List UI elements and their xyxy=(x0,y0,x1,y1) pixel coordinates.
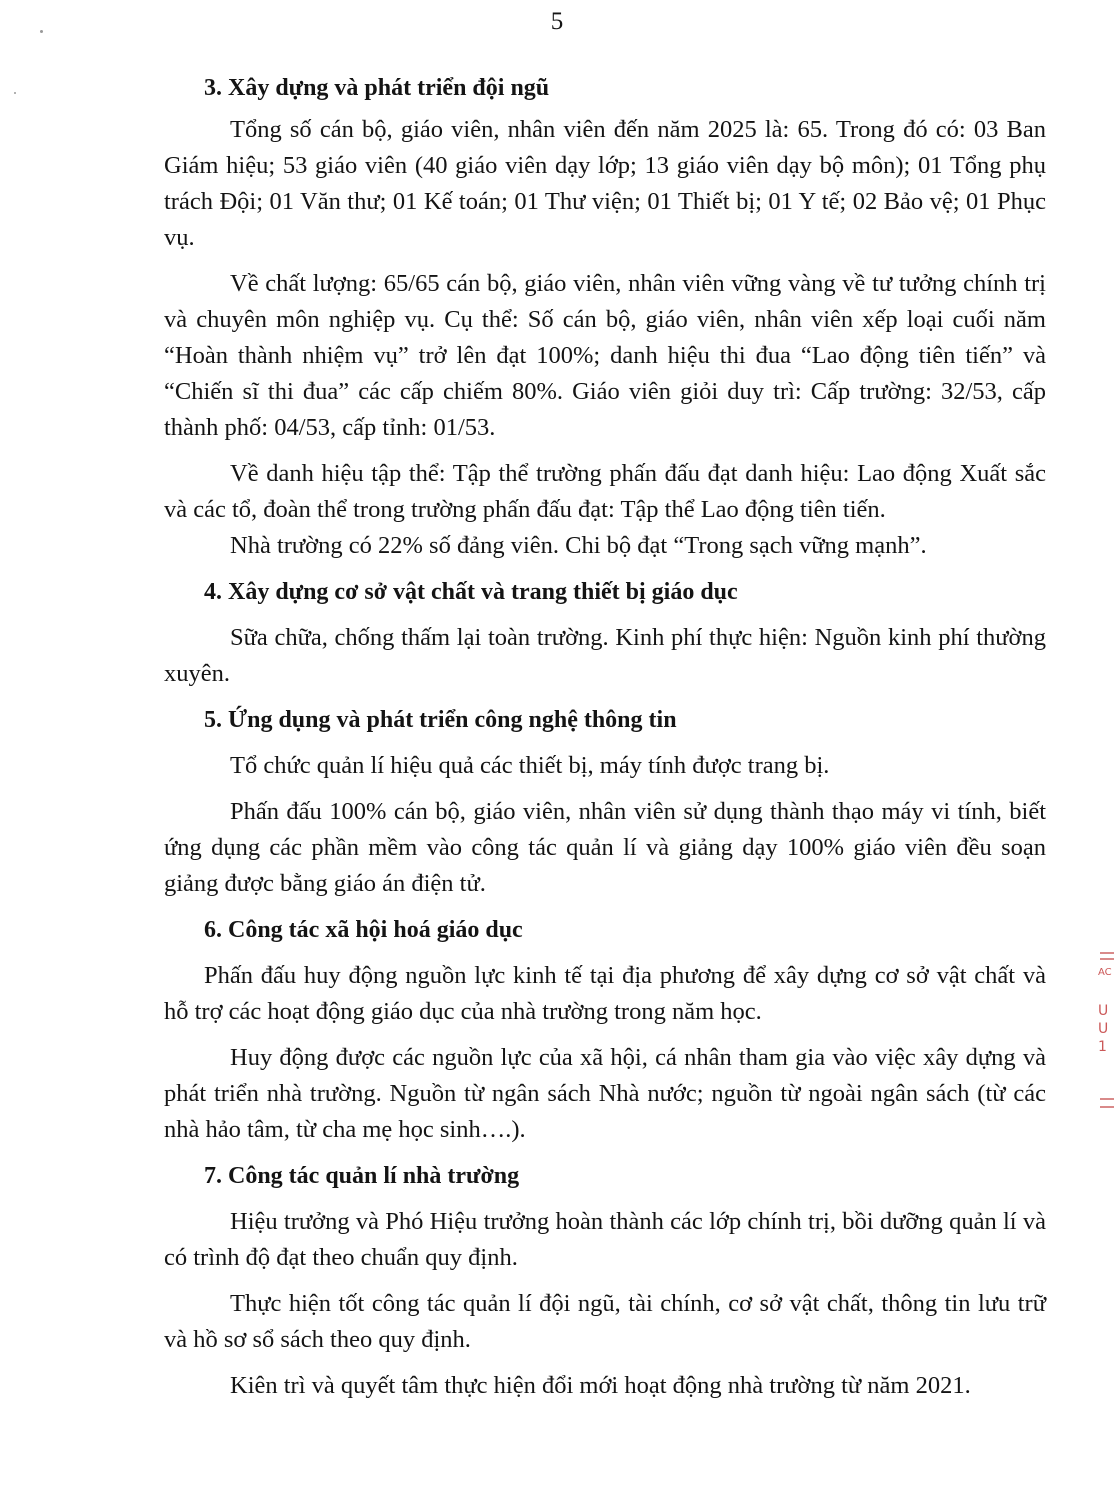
stamp-text: 1 xyxy=(1098,1039,1107,1055)
scan-speck xyxy=(40,30,43,33)
section-heading: 6. Công tác xã hội hoá giáo dục xyxy=(204,917,523,943)
paragraph: Tổng số cán bộ, giáo viên, nhân viên đến năm 2025 là: 65. Trong đó có: 03 Ban Giám hiệu; 53 giáo viên (40 giáo viên dạy lớp; 13 giáo viên dạy bộ môn); 01 Tổng phụ trách Đội; 01 Văn thư; 01 Kế toán; 01 Thư viện; 01 Thiết bị; 01 Y tế; 02 Bảo vệ; 01 Phục vụ. xyxy=(164,116,1046,251)
paragraph: Thực hiện tốt công tác quản lí đội ngũ, tài chính, cơ sở vật chất, thông tin lưu trữ và hồ sơ sổ sách theo quy định. xyxy=(164,1290,1046,1353)
section-team-development xyxy=(164,70,1046,564)
paragraph: Phấn đấu huy động nguồn lực kinh tế tại địa phương để xây dựng cơ sở vật chất và hỗ trợ các hoạt động giáo dục của nhà trường trong năm học. xyxy=(164,962,1046,1025)
paragraph: Phấn đấu 100% cán bộ, giáo viên, nhân viên sử dụng thành thạo máy vi tính, biết ứng dụng các phần mềm vào công tác quản lí và giảng dạy 100% giáo viên đều soạn giảng được bằng giáo án điện tử. xyxy=(164,798,1046,897)
section-heading: 3. Xây dựng và phát triển đội ngũ xyxy=(204,75,550,101)
paragraph: Nhà trường có 22% số đảng viên. Chi bộ đạt “Trong sạch vững mạnh”. xyxy=(230,532,927,559)
stamp-edge-line xyxy=(1100,1106,1114,1108)
stamp-edge-line xyxy=(1100,958,1114,960)
document-body xyxy=(164,70,1046,1414)
paragraph: Về chất lượng: 65/65 cán bộ, giáo viên, nhân viên vững vàng về tư tưởng chính trị và chuyên môn nghiệp vụ. Cụ thể: Số cán bộ, giáo viên, nhân viên xếp loại cuối năm “Hoàn thành nhiệm vụ” trở lên đạt 100%; danh hiệu thi đua “Lao động tiên tiến” và “Chiến sĩ thi đua” các cấp chiếm 80%. Giáo viên giỏi duy trì: Cấp trường: 32/53, cấp thành phố: 04/53, cấp tỉnh: 01/53. xyxy=(164,270,1046,441)
paragraph: Hiệu trưởng và Phó Hiệu trưởng hoàn thành các lớp chính trị, bồi dưỡng quản lí và có trình độ đạt theo chuẩn quy định. xyxy=(164,1208,1046,1271)
stamp-edge-line xyxy=(1100,952,1114,954)
paragraph: Tổ chức quản lí hiệu quả các thiết bị, máy tính được trang bị. xyxy=(230,752,830,779)
paragraph: Về danh hiệu tập thể: Tập thể trường phấn đấu đạt danh hiệu: Lao động Xuất sắc và các tổ, đoàn thể trong trường phấn đấu đạt: Tập thể Lao động tiên tiến. xyxy=(164,460,1046,523)
section-heading: 5. Ứng dụng và phát triển công nghệ thông tin xyxy=(204,707,677,733)
section-school-management xyxy=(164,1158,1046,1404)
scan-speck xyxy=(14,92,16,94)
stamp-text: U xyxy=(1098,1021,1109,1037)
section-heading: 4. Xây dựng cơ sở vật chất và trang thiết bị giáo dục xyxy=(204,579,738,605)
stamp-text: AC xyxy=(1098,967,1112,978)
stamp-edge-line xyxy=(1100,1098,1114,1100)
paragraph: Huy động được các nguồn lực của xã hội, cá nhân tham gia vào việc xây dựng và phát triển nhà trường. Nguồn từ ngân sách Nhà nước; nguồn từ ngoài ngân sách (từ các nhà hảo tâm, từ cha mẹ học sinh….). xyxy=(164,1044,1046,1143)
page-number: 5 xyxy=(550,8,564,35)
paragraph: Kiên trì và quyết tâm thực hiện đổi mới hoạt động nhà trường từ năm 2021. xyxy=(230,1372,971,1399)
section-socialization xyxy=(164,912,1046,1148)
stamp-fragment xyxy=(1098,964,1114,1144)
paragraph: Sữa chữa, chống thấm lại toàn trường. Kinh phí thực hiện: Nguồn kinh phí thường xuyên. xyxy=(164,624,1046,687)
section-facilities xyxy=(164,574,1046,692)
section-information-technology xyxy=(164,702,1046,902)
stamp-text: U xyxy=(1098,1003,1109,1019)
section-heading: 7. Công tác quản lí nhà trường xyxy=(204,1163,520,1189)
